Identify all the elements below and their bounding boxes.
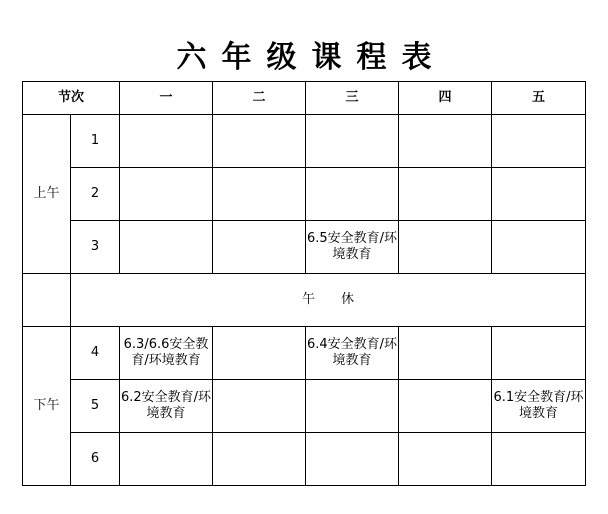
schedule-cell: 6.5安全教育/环境教育 (306, 221, 399, 274)
schedule-cell (306, 115, 399, 168)
schedule-cell (120, 168, 213, 221)
header-row (23, 82, 586, 115)
section-header: 节次 (23, 82, 120, 115)
schedule-cell (213, 168, 306, 221)
period-number: 3 (71, 221, 120, 274)
schedule-cell: 6.4安全教育/环境教育 (306, 327, 399, 380)
schedule-cell (492, 168, 586, 221)
schedule-cell (120, 433, 213, 486)
schedule-cell: 6.1安全教育/环境教育 (492, 380, 586, 433)
schedule-cell (213, 327, 306, 380)
schedule-cell (306, 168, 399, 221)
schedule-cell (492, 433, 586, 486)
schedule-cell (213, 433, 306, 486)
table-row (23, 327, 586, 380)
schedule-cell (492, 327, 586, 380)
schedule-cell (399, 115, 492, 168)
day-header-mon: 一 (120, 82, 213, 115)
schedule-cell (306, 380, 399, 433)
schedule-cell: 6.3/6.6安全教育/环境教育 (120, 327, 213, 380)
schedule-cell (399, 380, 492, 433)
page-title: 六年级课程表 (176, 40, 447, 75)
table-row (23, 380, 586, 433)
schedule-table (22, 81, 586, 486)
period-number: 5 (71, 380, 120, 433)
schedule-cell (306, 433, 399, 486)
schedule-cell (399, 221, 492, 274)
schedule-cell (120, 115, 213, 168)
period-number: 6 (71, 433, 120, 486)
schedule-cell (213, 221, 306, 274)
schedule-cell (399, 168, 492, 221)
period-number: 4 (71, 327, 120, 380)
schedule-cell (399, 433, 492, 486)
day-header-tue: 二 (213, 82, 306, 115)
schedule-cell: 6.2安全教育/环境教育 (120, 380, 213, 433)
table-row (23, 115, 586, 168)
day-header-wed: 三 (306, 82, 399, 115)
period-number: 1 (71, 115, 120, 168)
day-header-thu: 四 (399, 82, 492, 115)
schedule-cell (120, 221, 213, 274)
noon-break-label: 午休 (71, 274, 586, 327)
afternoon-label: 下午 (23, 327, 71, 486)
table-row (23, 433, 586, 486)
table-row (23, 168, 586, 221)
schedule-cell (492, 115, 586, 168)
noon-row (23, 274, 586, 327)
schedule-cell (213, 115, 306, 168)
schedule-cell (399, 327, 492, 380)
day-header-fri: 五 (492, 82, 586, 115)
schedule-cell (213, 380, 306, 433)
period-number: 2 (71, 168, 120, 221)
schedule-cell (492, 221, 586, 274)
table-row (23, 221, 586, 274)
morning-label: 上午 (23, 115, 71, 274)
noon-blank-cell (23, 274, 71, 327)
